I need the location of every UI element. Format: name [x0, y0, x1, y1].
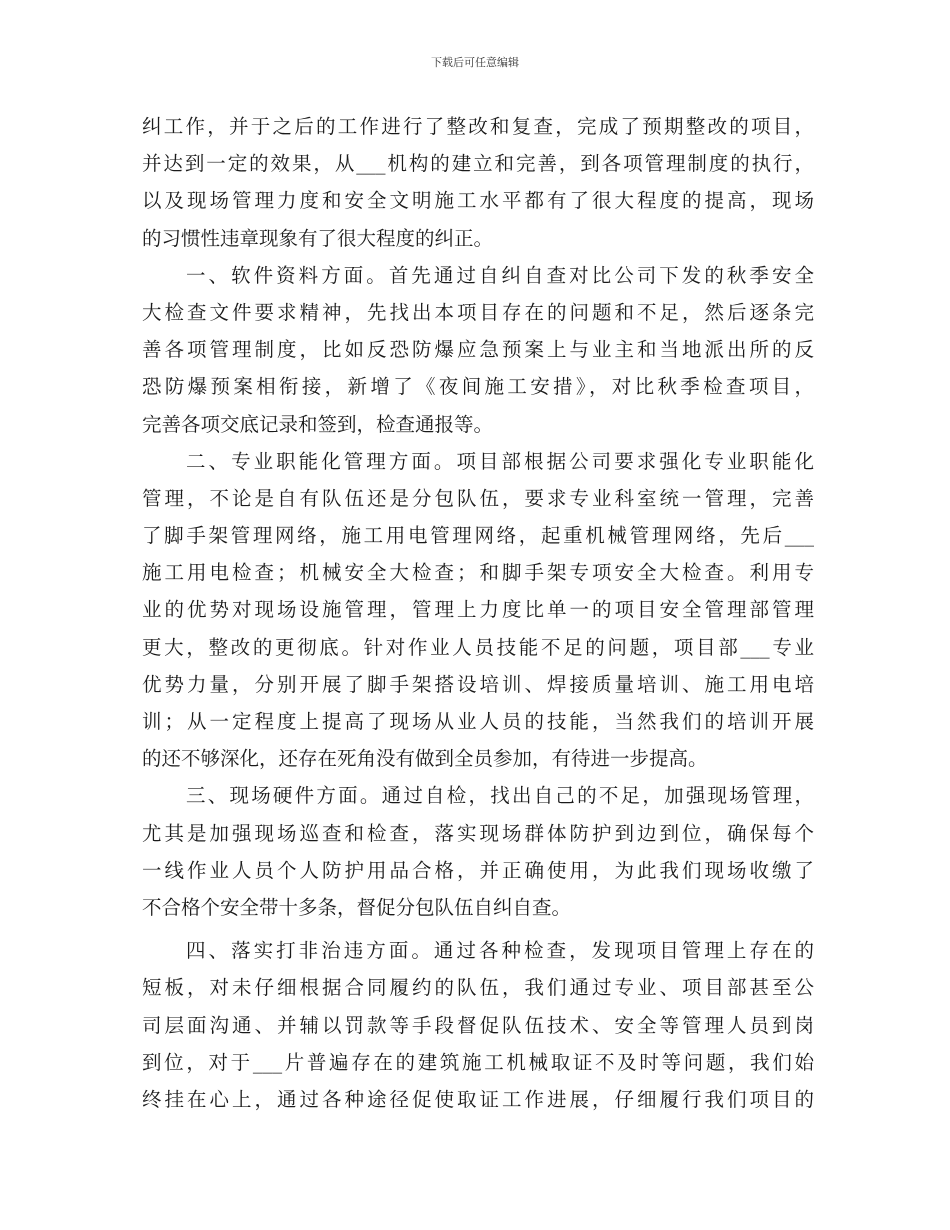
text-line: 一线作业人员个人防护用品合格，并正确使用，为此我们现场收缴了 — [142, 858, 814, 882]
text-line: 不合格个安全带十多条，督促分包队伍自纠自查。 — [142, 895, 572, 919]
paragraph-professional-management — [142, 443, 814, 778]
text-line: 终挂在心上，通过各种途径促使取证工作进展，仔细履行我们项目的 — [142, 1087, 814, 1111]
paragraph-continuation — [142, 108, 814, 257]
text-line: 了脚手架管理网络，施工用电管理网络，起重机械管理网络，先后___ — [142, 524, 814, 548]
text-line: 短板，对未仔细根据合同履约的队伍，我们通过专业、项目部甚至公 — [142, 976, 814, 1000]
text-line: 恐防爆预案相衔接，新增了《夜间施工安措》，对比秋季检查项目， — [142, 375, 814, 399]
text-line: 优势力量，分别开展了脚手架搭设培训、焊接质量培训、施工用电培 — [142, 672, 814, 696]
text-line: 并达到一定的效果，从___机构的建立和完善，到各项管理制度的执行， — [142, 152, 814, 176]
text-line: 完善各项交底记录和签到，检查通报等。 — [142, 412, 494, 436]
text-line: 的习惯性违章现象有了很大程度的纠正。 — [142, 226, 494, 250]
text-line: 二、专业职能化管理方面。项目部根据公司要求强化专业职能化 — [186, 449, 814, 473]
text-line: 训；从一定程度上提高了现场从业人员的技能，当然我们的培训开展 — [142, 710, 814, 733]
text-line: 以及现场管理力度和安全文明施工水平都有了很大程度的提高，现场 — [142, 189, 814, 213]
text-line: 一、软件资料方面。首先通过自纠自查对比公司下发的秋季安全 — [186, 263, 814, 287]
text-line: 管理，不论是自有队伍还是分包队伍，要求专业科室统一管理，完善 — [142, 486, 814, 510]
document-body — [142, 108, 814, 1118]
text-line: 更大，整改的更彻底。针对作业人员技能不足的问题，项目部___专业 — [142, 635, 814, 659]
text-line: 善各项管理制度，比如反恐防爆应急预案上与业主和当地派出所的反 — [142, 338, 814, 362]
text-line: 大检查文件要求精神，先找出本项目存在的问题和不足，然后逐条完 — [142, 300, 814, 324]
paragraph-site-hardware — [142, 777, 814, 926]
page-header: 下载后可任意编辑 — [431, 56, 519, 69]
paragraph-illegal-activities — [142, 932, 814, 1118]
paragraph-software-documents — [142, 257, 814, 443]
text-line: 到位，对于___片普遍存在的建筑施工机械取证不及时等问题，我们始 — [142, 1050, 814, 1074]
text-line: 纠工作，并于之后的工作进行了整改和复查，完成了预期整改的项目， — [142, 115, 814, 138]
text-line: 施工用电检查；机械安全大检查；和脚手架专项安全大检查。利用专 — [142, 561, 814, 585]
text-line: 三、现场硬件方面。通过自检，找出自己的不足，加强现场管理， — [186, 784, 814, 808]
text-line: 的还不够深化，还存在死角没有做到全员参加，有待进一步提高。 — [142, 747, 708, 771]
text-line: 司层面沟通、并辅以罚款等手段督促队伍技术、安全等管理人员到岗 — [142, 1013, 814, 1037]
text-line: 业的优势对现场设施管理，管理上力度比单一的项目安全管理部管理 — [142, 598, 814, 622]
text-line: 四、落实打非治违方面。通过各种检查，发现项目管理上存在的 — [186, 939, 814, 963]
text-line: 尤其是加强现场巡查和检查，落实现场群体防护到边到位，确保每个 — [142, 821, 814, 845]
